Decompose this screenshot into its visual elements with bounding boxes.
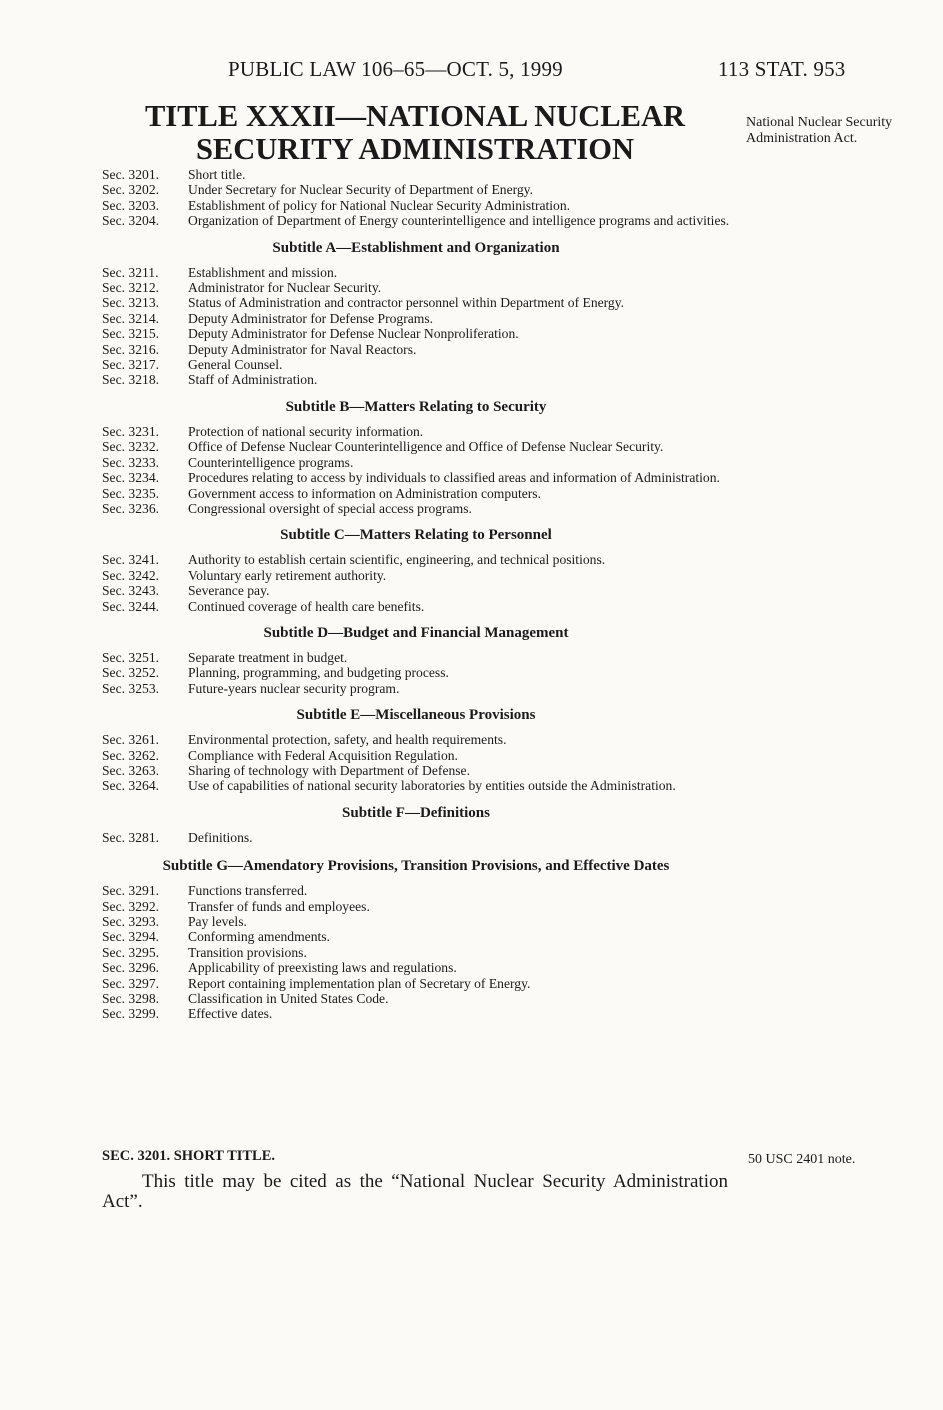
toc-entry-number: Sec. 3296. bbox=[102, 960, 160, 976]
toc-subtitle-d bbox=[102, 650, 730, 696]
toc-entry bbox=[102, 1006, 730, 1021]
toc-subtitle-b bbox=[102, 424, 730, 516]
toc-entry bbox=[102, 501, 730, 516]
toc-entry-number: Sec. 3217. bbox=[102, 357, 160, 373]
toc-entry-number: Sec. 3232. bbox=[102, 439, 160, 455]
toc-entry-text: Sharing of technology with Department of Defense. bbox=[188, 762, 470, 778]
toc-entry-number: Sec. 3264. bbox=[102, 778, 160, 794]
toc-entry bbox=[102, 914, 730, 929]
toc-entry bbox=[102, 182, 730, 197]
toc-entry-number: Sec. 3293. bbox=[102, 914, 160, 929]
toc-entry bbox=[102, 929, 730, 944]
toc-entry bbox=[102, 326, 730, 341]
toc-entry bbox=[102, 681, 730, 696]
toc-entry-text: Administrator for Nuclear Security. bbox=[188, 280, 382, 296]
section-heading: SEC. 3201. SHORT TITLE. bbox=[102, 1148, 276, 1164]
toc-entry bbox=[102, 830, 730, 845]
toc-entry-text: Deputy Administrator for Defense Nuclear Nonproliferation. bbox=[188, 326, 519, 342]
toc-entry-text: Congressional oversight of special access programs. bbox=[188, 500, 472, 516]
toc-entry bbox=[102, 342, 730, 357]
toc-entry-number: Sec. 3204. bbox=[102, 213, 160, 229]
toc-entry-number: Sec. 3262. bbox=[102, 747, 160, 763]
toc-entry bbox=[102, 265, 730, 280]
toc-entry bbox=[102, 665, 730, 680]
toc-subtitle-c bbox=[102, 552, 730, 614]
toc-entry bbox=[102, 976, 730, 991]
toc-entry-text: Voluntary early retirement authority. bbox=[188, 567, 387, 583]
toc-entry bbox=[102, 650, 730, 665]
toc-entry-text: Staff of Administration. bbox=[188, 372, 318, 388]
toc-entry bbox=[102, 439, 730, 454]
toc-entry-text: Authority to establish certain scientific, engineering, and technical positions. bbox=[188, 552, 606, 568]
running-header-law: PUBLIC LAW 106–65—OCT. 5, 1999 bbox=[228, 57, 563, 81]
toc-entry bbox=[102, 357, 730, 372]
toc-entry-text: Compliance with Federal Acquisition Regulation. bbox=[188, 747, 458, 763]
toc-entry-text: Planning, programming, and budgeting process. bbox=[188, 665, 449, 681]
toc-entry-text: Office of Defense Nuclear Counterintelligence and Office of Defense Nuclear Security. bbox=[188, 439, 664, 455]
toc-entry-text: Short title. bbox=[188, 167, 246, 182]
margin-note-act-name: National Nuclear Security Administration Act. bbox=[746, 115, 893, 146]
toc-subtitle-f bbox=[102, 830, 730, 845]
toc-entry bbox=[102, 763, 730, 778]
toc-entry-text: Use of capabilities of national security laboratories by entities outside the Administration. bbox=[188, 778, 676, 794]
toc-entry-number: Sec. 3298. bbox=[102, 991, 160, 1007]
subtitle-e-heading: Subtitle E—Miscellaneous Provisions bbox=[296, 707, 536, 724]
toc-entry-number: Sec. 3261. bbox=[102, 732, 160, 748]
toc-entry-number: Sec. 3292. bbox=[102, 898, 160, 914]
toc-subtitle-a bbox=[102, 265, 730, 388]
toc-entry bbox=[102, 991, 730, 1006]
toc-entry-number: Sec. 3244. bbox=[102, 598, 160, 614]
toc-entry-text: Definitions. bbox=[188, 829, 253, 845]
toc-entry-text: Report containing implementation plan of Secretary of Energy. bbox=[188, 975, 531, 991]
subtitle-d-heading: Subtitle D—Budget and Financial Management bbox=[263, 624, 569, 641]
toc-entry-text: Environmental protection, safety, and health requirements. bbox=[188, 732, 507, 748]
toc-entry-text: Procedures relating to access by individuals to classified areas and information of Administration. bbox=[188, 470, 720, 486]
running-header-stat-page: 113 STAT. 953 bbox=[718, 57, 846, 81]
toc-entry bbox=[102, 552, 730, 567]
toc-entry bbox=[102, 470, 730, 485]
toc-entry bbox=[102, 883, 730, 898]
toc-entry-text: Effective dates. bbox=[188, 1006, 273, 1022]
subtitle-f-heading: Subtitle F—Definitions bbox=[342, 804, 490, 821]
toc-entry-number: Sec. 3242. bbox=[102, 567, 160, 583]
toc-entry-number: Sec. 3241. bbox=[102, 552, 160, 568]
toc-entry-number: Sec. 3203. bbox=[102, 197, 160, 213]
toc-entry-text: Continued coverage of health care benefits. bbox=[188, 598, 425, 614]
toc-entry bbox=[102, 748, 730, 763]
toc-entry-text: Establishment of policy for National Nuclear Security Administration. bbox=[188, 197, 571, 213]
toc-entry bbox=[102, 198, 730, 213]
title-line-1: TITLE XXXII—NATIONAL NUCLEAR bbox=[144, 99, 686, 133]
toc-entry-text: General Counsel. bbox=[188, 357, 283, 373]
toc-entry-number: Sec. 3243. bbox=[102, 583, 160, 599]
toc-intro bbox=[102, 167, 730, 229]
toc-entry-text: Status of Administration and contractor personnel within Department of Energy. bbox=[188, 295, 625, 311]
margin-note-usc: 50 USC 2401 note. bbox=[748, 1152, 856, 1167]
toc-entry-number: Sec. 3235. bbox=[102, 485, 160, 501]
toc-entry-text: Transfer of funds and employees. bbox=[188, 898, 370, 914]
toc-entry-text: Establishment and mission. bbox=[188, 264, 338, 280]
toc-entry-text: Government access to information on Administration computers. bbox=[188, 485, 541, 501]
toc-entry-text: Protection of national security information. bbox=[188, 423, 424, 439]
toc-entry-text: Pay levels. bbox=[188, 914, 247, 929]
toc-entry-text: Applicability of preexisting laws and regulations. bbox=[188, 960, 457, 976]
toc-entry-number: Sec. 3215. bbox=[102, 326, 160, 342]
toc-entry-text: Future-years nuclear security program. bbox=[188, 680, 400, 696]
toc-entry-number: Sec. 3295. bbox=[102, 944, 160, 960]
toc-entry bbox=[102, 167, 730, 182]
toc-entry-text: Separate treatment in budget. bbox=[188, 649, 348, 665]
subtitle-b-heading: Subtitle B—Matters Relating to Security bbox=[285, 398, 547, 415]
toc-entry-number: Sec. 3252. bbox=[102, 665, 160, 681]
toc-entry-number: Sec. 3216. bbox=[102, 341, 160, 357]
toc-subtitle-e bbox=[102, 732, 730, 794]
toc-entry-number: Sec. 3299. bbox=[102, 1006, 160, 1022]
toc-entry bbox=[102, 583, 730, 598]
section-body-text: This title may be cited as the “National Nuclear Security Administration Act”. bbox=[102, 1171, 728, 1212]
toc-entry-text: Severance pay. bbox=[188, 583, 270, 599]
toc-entry bbox=[102, 311, 730, 326]
toc-entry bbox=[102, 280, 730, 295]
toc-entry-text: Organization of Department of Energy counterintelligence and intelligence programs and activities. bbox=[188, 213, 730, 229]
toc-entry bbox=[102, 295, 730, 310]
toc-entry bbox=[102, 732, 730, 747]
toc-entry-text: Functions transferred. bbox=[188, 883, 308, 899]
toc-entry-text: Deputy Administrator for Naval Reactors. bbox=[188, 341, 417, 357]
toc-entry bbox=[102, 599, 730, 614]
toc-entry-number: Sec. 3234. bbox=[102, 470, 160, 486]
toc-entry-number: Sec. 3231. bbox=[102, 423, 160, 439]
toc-entry-number: Sec. 3218. bbox=[102, 372, 160, 388]
toc-entry-text: Under Secretary for Nuclear Security of Department of Energy. bbox=[188, 182, 533, 198]
toc-entry-number: Sec. 3236. bbox=[102, 500, 160, 516]
toc-entry bbox=[102, 960, 730, 975]
toc-entry-number: Sec. 3253. bbox=[102, 680, 160, 696]
toc-entry-number: Sec. 3214. bbox=[102, 310, 160, 326]
toc-entry-number: Sec. 3213. bbox=[102, 295, 160, 311]
toc-entry-text: Counterintelligence programs. bbox=[188, 454, 354, 470]
toc-entry-number: Sec. 3281. bbox=[102, 829, 160, 845]
toc-subtitle-g bbox=[102, 883, 730, 1022]
toc-entry bbox=[102, 945, 730, 960]
page-title bbox=[100, 100, 730, 166]
toc-entry bbox=[102, 568, 730, 583]
toc-entry-text: Deputy Administrator for Defense Programs. bbox=[188, 310, 434, 326]
toc-entry-number: Sec. 3212. bbox=[102, 280, 160, 296]
table-of-contents bbox=[102, 167, 730, 1022]
toc-entry bbox=[102, 424, 730, 439]
toc-entry-number: Sec. 3251. bbox=[102, 649, 160, 665]
toc-entry-number: Sec. 3263. bbox=[102, 762, 160, 778]
subtitle-a-heading: Subtitle A—Establishment and Organization bbox=[272, 239, 560, 256]
toc-entry-number: Sec. 3211. bbox=[102, 264, 159, 280]
toc-entry bbox=[102, 778, 730, 793]
toc-entry bbox=[102, 455, 730, 470]
toc-entry-number: Sec. 3294. bbox=[102, 929, 160, 945]
toc-entry-number: Sec. 3291. bbox=[102, 883, 160, 899]
title-line-2: SECURITY ADMINISTRATION bbox=[195, 132, 635, 166]
toc-entry-number: Sec. 3201. bbox=[102, 167, 160, 182]
toc-entry-number: Sec. 3297. bbox=[102, 975, 160, 991]
toc-entry-number: Sec. 3202. bbox=[102, 182, 160, 198]
toc-entry bbox=[102, 372, 730, 387]
toc-entry bbox=[102, 213, 730, 228]
toc-entry-text: Classification in United States Code. bbox=[188, 991, 389, 1007]
toc-entry-text: Conforming amendments. bbox=[188, 929, 330, 945]
toc-entry bbox=[102, 486, 730, 501]
subtitle-c-heading: Subtitle C—Matters Relating to Personnel bbox=[280, 527, 552, 544]
subtitle-g-heading: Subtitle G—Amendatory Provisions, Transition Provisions, and Effective Dates bbox=[162, 858, 670, 875]
toc-entry bbox=[102, 899, 730, 914]
toc-entry-number: Sec. 3233. bbox=[102, 454, 160, 470]
toc-entry-text: Transition provisions. bbox=[188, 944, 307, 960]
